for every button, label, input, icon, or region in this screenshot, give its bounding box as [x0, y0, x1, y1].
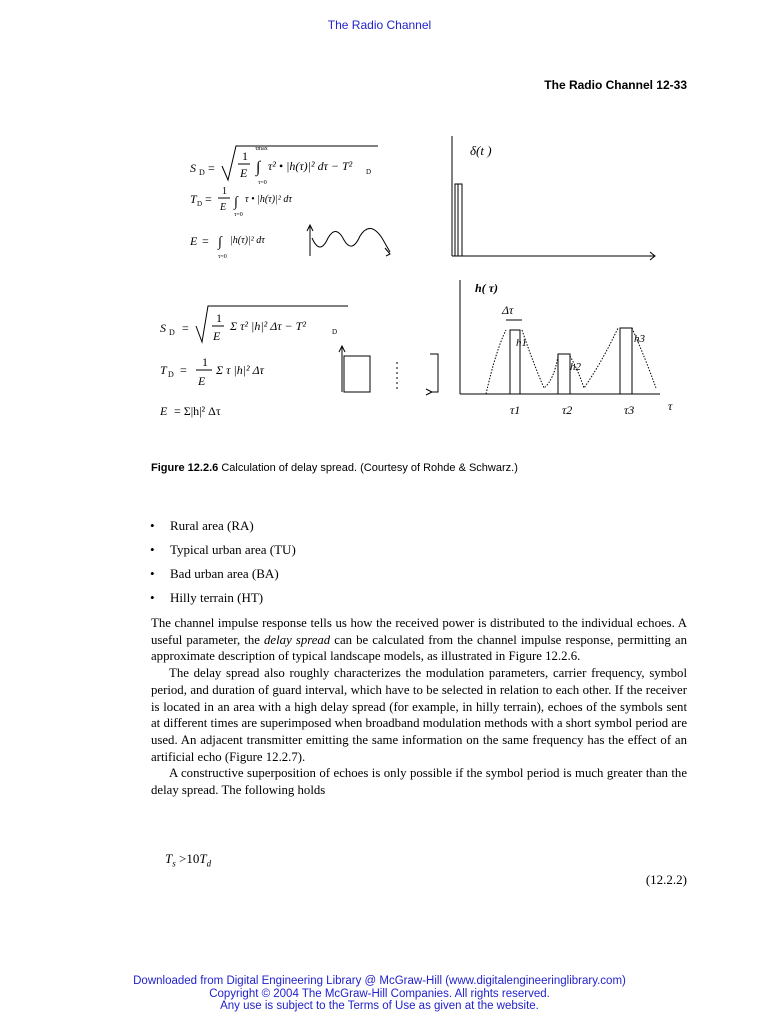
h3-label: h3	[634, 333, 645, 345]
top-title-link[interactable]: The Radio Channel	[327, 18, 432, 32]
delta-tau-label: Δτ	[502, 303, 514, 317]
list-item: • Rural area (RA)	[150, 518, 254, 533]
svg-text:∫: ∫	[234, 195, 238, 210]
svg-text:=: =	[202, 234, 209, 248]
svg-text:=: =	[180, 363, 187, 377]
lower-sketch	[339, 346, 438, 395]
svg-text:D: D	[168, 370, 174, 379]
footer-terms-link[interactable]: Any use is subject to the Terms of Use as given at the website.	[220, 1000, 539, 1012]
tau-axis-label: τ	[668, 399, 673, 413]
h2-label: h2	[570, 361, 581, 373]
svg-text:E: E	[213, 329, 221, 343]
svg-text:τ² • |h(τ)|² dτ − T²: τ² • |h(τ)|² dτ − T²	[268, 159, 353, 173]
svg-text:∫: ∫	[256, 159, 261, 176]
upper-sketch	[307, 225, 390, 256]
svg-text:E: E	[160, 404, 168, 418]
lower-formulas	[159, 306, 348, 418]
footer-download-link[interactable]: Downloaded from Digital Engineering Library @ McGraw-Hill (www.digitalengineeringlibrary.com)	[133, 975, 626, 987]
svg-text:D: D	[366, 168, 372, 176]
svg-text:S: S	[190, 161, 196, 175]
svg-text:∫: ∫	[218, 235, 222, 250]
tau2-label: τ2	[562, 403, 573, 417]
upper-formulas	[189, 146, 378, 260]
svg-text:T: T	[160, 363, 167, 377]
equation-number: (12.2.2)	[645, 872, 687, 887]
svg-text:τ=0: τ=0	[218, 254, 227, 260]
paragraph-3: A constructive superposition of echoes is only possible if the symbol period is much greater than the delay spread. The following holds	[151, 766, 687, 798]
h1-label: h1	[516, 337, 527, 349]
tau3-label: τ3	[624, 403, 635, 417]
svg-text:= Σ|h|² Δτ: = Σ|h|² Δτ	[174, 404, 221, 418]
svg-text:1: 1	[242, 149, 248, 163]
list-item: • Hilly terrain (HT)	[150, 590, 264, 605]
svg-text:τ=0: τ=0	[258, 180, 267, 186]
svg-text:=: =	[182, 321, 189, 335]
svg-text:=: =	[208, 161, 215, 175]
delta-plot	[452, 136, 655, 260]
running-head: The Radio Channel 12-33	[544, 78, 687, 92]
svg-text:E: E	[198, 374, 206, 388]
svg-text:=: =	[205, 192, 212, 206]
svg-text:D: D	[169, 328, 175, 337]
svg-text:E: E	[240, 166, 248, 180]
svg-text:1: 1	[216, 311, 222, 325]
h-tau-plot	[460, 280, 673, 417]
figure-caption	[151, 462, 518, 474]
svg-text:Σ τ |h|² Δτ: Σ τ |h|² Δτ	[216, 363, 264, 377]
caption-text: Calculation of delay spread. (Courtesy of Rohde & Schwarz.)	[221, 462, 518, 474]
svg-text:1: 1	[202, 355, 208, 369]
svg-text:S: S	[160, 321, 166, 335]
svg-text:|h(τ)|² dτ: |h(τ)|² dτ	[230, 235, 265, 246]
svg-text:T: T	[190, 192, 197, 206]
paragraph-2: The delay spread also roughly characterizes the modulation parameters, carrier frequency, symbol period, and duration of guard interval, which have to be selected in relation to each other. If the receiver is located in an area with a high delay spread (for example, in hilly terrain), echoes of the symbols sent at different times are superimposed when broadband modulation methods with a short symbol period are used. An adjacent transmitter emitting the same information on the same frequency has the effect of an artificial echo (Figure 12.2.7).	[151, 666, 687, 764]
svg-text:E: E	[190, 234, 198, 248]
footer	[0, 975, 759, 1013]
list-item: • Typical urban area (TU)	[150, 542, 296, 557]
svg-text:D: D	[197, 200, 203, 208]
paragraph-1: The channel impulse response tells us how the received power is distributed to the individual echoes. A useful parameter, the delay spread can be calculated from the channel impulse response, permitting an approximate description of typical landscape models, as illustrated in Figure 12.2.6.	[151, 616, 687, 664]
landscape-model-list	[150, 518, 296, 614]
equation-12-2-2: $T_s >10T_d$	[165, 851, 212, 869]
svg-text:D: D	[332, 328, 338, 336]
list-item: • Bad urban area (BA)	[150, 566, 279, 581]
svg-text:D: D	[199, 168, 205, 177]
tau1-label: τ1	[510, 403, 521, 417]
svg-text:Σ τ² |h|² Δτ − T²: Σ τ² |h|² Δτ − T²	[230, 319, 306, 333]
delay-spread-figure	[150, 130, 680, 440]
svg-text:1: 1	[222, 186, 227, 197]
svg-text:E: E	[220, 202, 227, 213]
svg-text:τ=0: τ=0	[234, 212, 243, 218]
svg-text:τ • |h(τ)|² dτ: τ • |h(τ)|² dτ	[245, 194, 292, 205]
caption-label: Figure 12.2.6	[151, 462, 219, 474]
delta-label: δ(t )	[470, 143, 492, 158]
h-tau-label: h( τ)	[475, 281, 498, 295]
footer-copyright: Copyright © 2004 The McGraw-Hill Companies. All rights reserved.	[209, 987, 550, 1000]
svg-text:τmax: τmax	[255, 146, 268, 152]
body-text	[151, 615, 687, 799]
